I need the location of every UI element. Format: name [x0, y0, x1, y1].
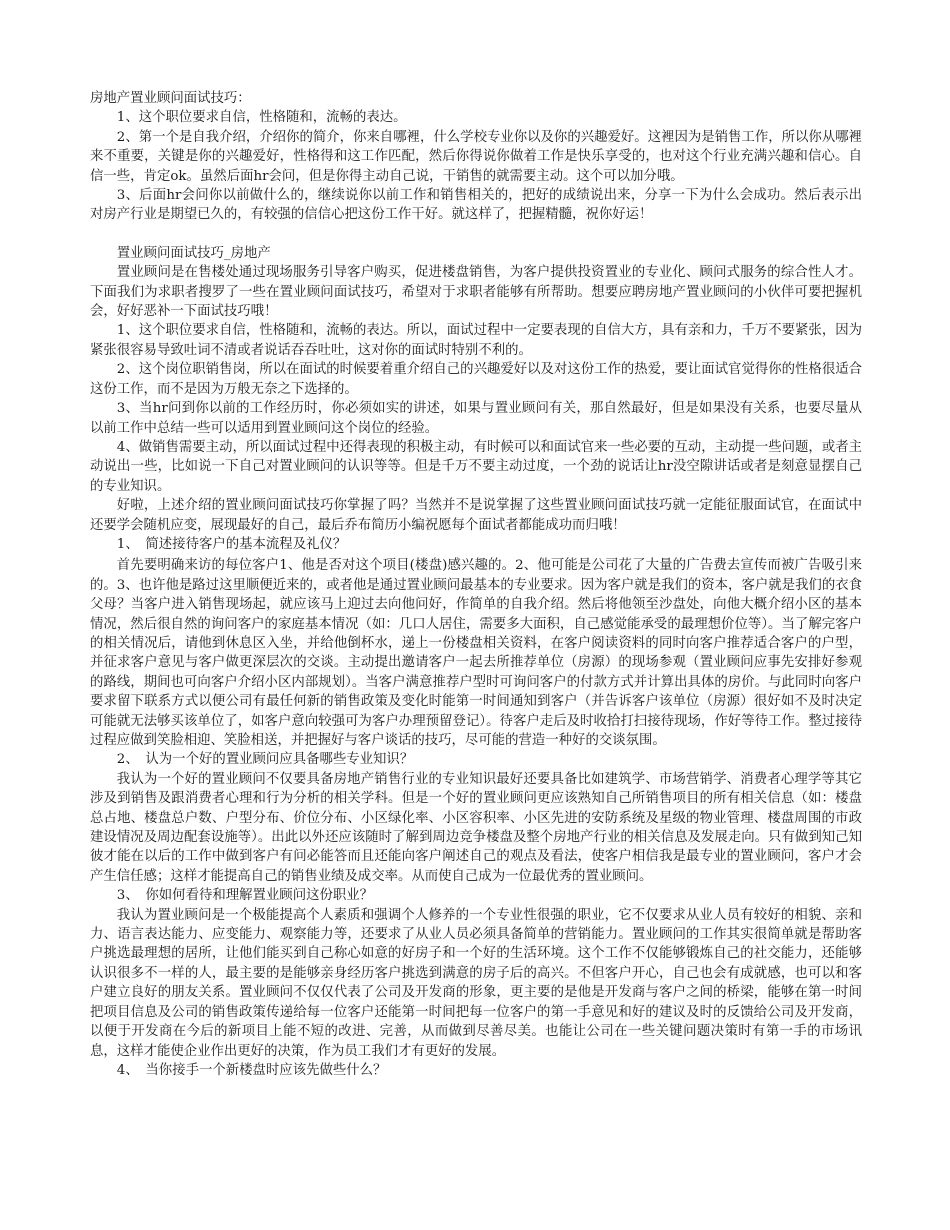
question-4: 4、 当你接手一个新楼盘时应该先做些什么？ [116, 1062, 387, 1078]
paragraph-point-4: 4、做销售需要主动，所以面试过程中还得表现的积极主动，有时候可以和面试官来一些必要的互动，主动提一些问题，或者主动说出一些，比如说一下自己对置业顾问的认识等等。但是千万不要主动过度，一个劲的说话让hr没空隙讲话或者是刻意显摆自己的专业知识。 [90, 439, 862, 494]
paragraph-point-3: 3、当hr问到你以前的工作经历时，你必须如实的讲述，如果与置业顾问有关，那自然最好，但是如果没有关系，也要尽量从以前工作中总结一些可以适用到置业顾问这个岗位的经验。 [90, 401, 862, 436]
answer-3: 我认为置业顾问是一个极能提高个人素质和强调个人修养的一个专业性很强的职业，它不仅要求从业人员有较好的相貌、亲和力、语言表达能力、应变能力、观察能力等，还要求了从业人员必须具备简单的营销能力。置业顾问的工作其实很简单就是帮助客户挑选最理想的居所，让他们能买到自己称心如意的好房子和一个好的生活环境。这个工作不仅能够锻炼自己的社交能力，还能够认识很多不一样的人，最主要的是能够亲身经历客户挑选到满意的房子后的高兴。不但客户开心，自己也会有成就感，也可以和客户建立良好的朋友关系。置业顾问不仅仅代表了公司及开发商的形象，更主要的是他是开发商与客户之间的桥梁，能够在第一时间把项目信息及公司的销售政策传递给每一位客户还能第一时间把每一位客户的第一手意见和好的建议及时的反馈给公司及开发商，以便于开发商在今后的新项目上能不短的改进、完善，从而做到尽善尽美。也能让公司在一些关键问题决策时有第一手的市场讯息，这样才能使企业作出更好的决策，作为员工我们才有更好的发展。 [90, 907, 862, 1059]
paragraph-tip-2: 2、第一个是自我介绍，介绍你的简介，你来自哪裡，什么学校专业你以及你的兴趣爱好。这裡因为是销售工作，所以你从哪裡来不重要，关键是你的兴趣爱好，性格得和这工作匹配，然后你得说你做着工作是快乐享受的，也对这个行业充满兴趣和信心。自信一些，肯定ok。虽然后面hr会问，但是你得主动自己说，干销售的就需要主动。这个可以加分哦。 [90, 129, 862, 184]
section-heading: 置业顾问面试技巧_房地产 [116, 245, 271, 261]
answer-2: 我认为一个好的置业顾问不仅要具备房地产销售行业的专业知识最好还要具备比如建筑学、市场营销学、消费者心理学等其它涉及到销售及跟消费者心理和行为分析的相关学科。但是一个好的置业顾问更应该熟知自己所销售项目的所有相关信息（如：楼盘总占地、楼盘总户数、户型分布、价位分布、小区绿化率、小区容积率、小区先进的安防系统及星级的物业管理、楼盘周围的市政建设情况及周边配套设施等）。出此以外还应该随时了解到周边竞争楼盘及整个房地产行业的相关信息及发展走向。只有做到知己知彼才能在以后的工作中做到客户有问必能答而且还能向客户阐述自己的观点及看法，使客户相信我是最专业的置业顾问，客户才会产生信任感；这样才能提高自己的销售业绩及成交率。从而使自己成为一位最优秀的置业顾问。 [90, 771, 862, 884]
paragraph-summary: 好啦，上述介绍的置业顾问面试技巧你掌握了吗？当然并不是说掌握了这些置业顾问面试技巧就一定能征服面试官，在面试中还要学会随机应变，展现最好的自己，最后乔布简历小编祝愿每个面试者都能成功而归哦！ [90, 498, 862, 533]
question-1: 1、 简述接待客户的基本流程及礼仪？ [116, 536, 347, 552]
paragraph-intro: 置业顾问是在售楼处通过现场服务引导客户购买，促进楼盘销售，为客户提供投资置业的专业化、顾问式服务的综合性人才。下面我们为求职者搜罗了一些在置业顾问面试技巧，希望对于求职者能够有所帮助。想要应聘房地产置业顾问的小伙伴可要把握机会，好好恶补一下面试技巧哦！ [90, 265, 862, 320]
answer-1: 首先要明确来访的每位客户1、他是否对这个项目(楼盘)感兴趣的。2、他可能是公司花了大量的广告费去宣传而被广告吸引来的。3、也许他是路过这里顺便近来的，或者他是通过置业顾问最基本的专业要求。因为客户就是我们的资本，客户就是我们的衣食父母？当客户进入销售现场起，就应该马上迎过去向他问好，作简单的自我介绍。然后将他领至沙盘处，向他大概介绍小区的基本情况，然后很自然的询问客户的家庭基本情况（如：几口人居住，需要多大面积，自己感觉能承受的最理想价位等）。当了解完客户的相关情况后，请他到休息区入坐，并给他倒杯水，递上一份楼盘相关资料，在客户阅读资料的同时向客户推荐适合客户的户型，并征求客户意见与客户做更深层次的交谈。主动提出邀请客户一起去所推荐单位（房源）的现场参观（置业顾问应事先安排好参观的路线，期间也可向客户介绍小区内部规划）。当客户满意推荐户型时可询问客户的付款方式并计算出具体的房价。与此同时向客户要求留下联系方式以便公司有最任何新的销售政策及变化时能第一时间通知到客户（并告诉客户该单位（房源）很好如不及时决定可能就无法够买该单位了，如客户意向较强可为客户办理预留登记）。待客户走后及时收拾打扫接待现场，作好等待工作。整过接待过程应做到笑脸相迎、笑脸相送，并把握好与客户谈话的技巧，尽可能的营造一种好的交谈氛围。 [90, 558, 862, 748]
document-body [90, 89, 862, 1080]
paragraph-point-1: 1、这个职位要求自信，性格随和，流畅的表达。所以，面试过程中一定要表现的自信大方，具有亲和力，千万不要紧张，因为紧张很容易导致吐词不清或者说话吞吞吐吐，这对你的面试时特别不利的。 [90, 323, 862, 358]
paragraph-point-2: 2、这个岗位职销售岗，所以在面试的时候要着重介绍自己的兴趣爱好以及对这份工作的热爱，要让面试官觉得你的性格很适合这份工作，而不是因为万般无奈之下选择的。 [90, 362, 862, 397]
question-2: 2、 认为一个好的置业顾问应具备哪些专业知识？ [116, 752, 414, 768]
paragraph-tip-1: 1、这个职位要求自信，性格随和，流畅的表达。 [116, 110, 407, 126]
question-3: 3、 你如何看待和理解置业顾问这份职业？ [116, 888, 374, 904]
paragraph-tip-3: 3、后面hr会问你以前做什么的，继续说你以前工作和销售相关的，把好的成绩说出来，分享一下为什么会成功。然后表示出对房产行业是期望已久的，有较强的信信心把这份工作干好。就这样了，把握精髓，祝你好运！ [90, 188, 862, 223]
document-title: 房地产置业顾问面试技巧： [90, 91, 251, 106]
blank-line [90, 225, 862, 244]
